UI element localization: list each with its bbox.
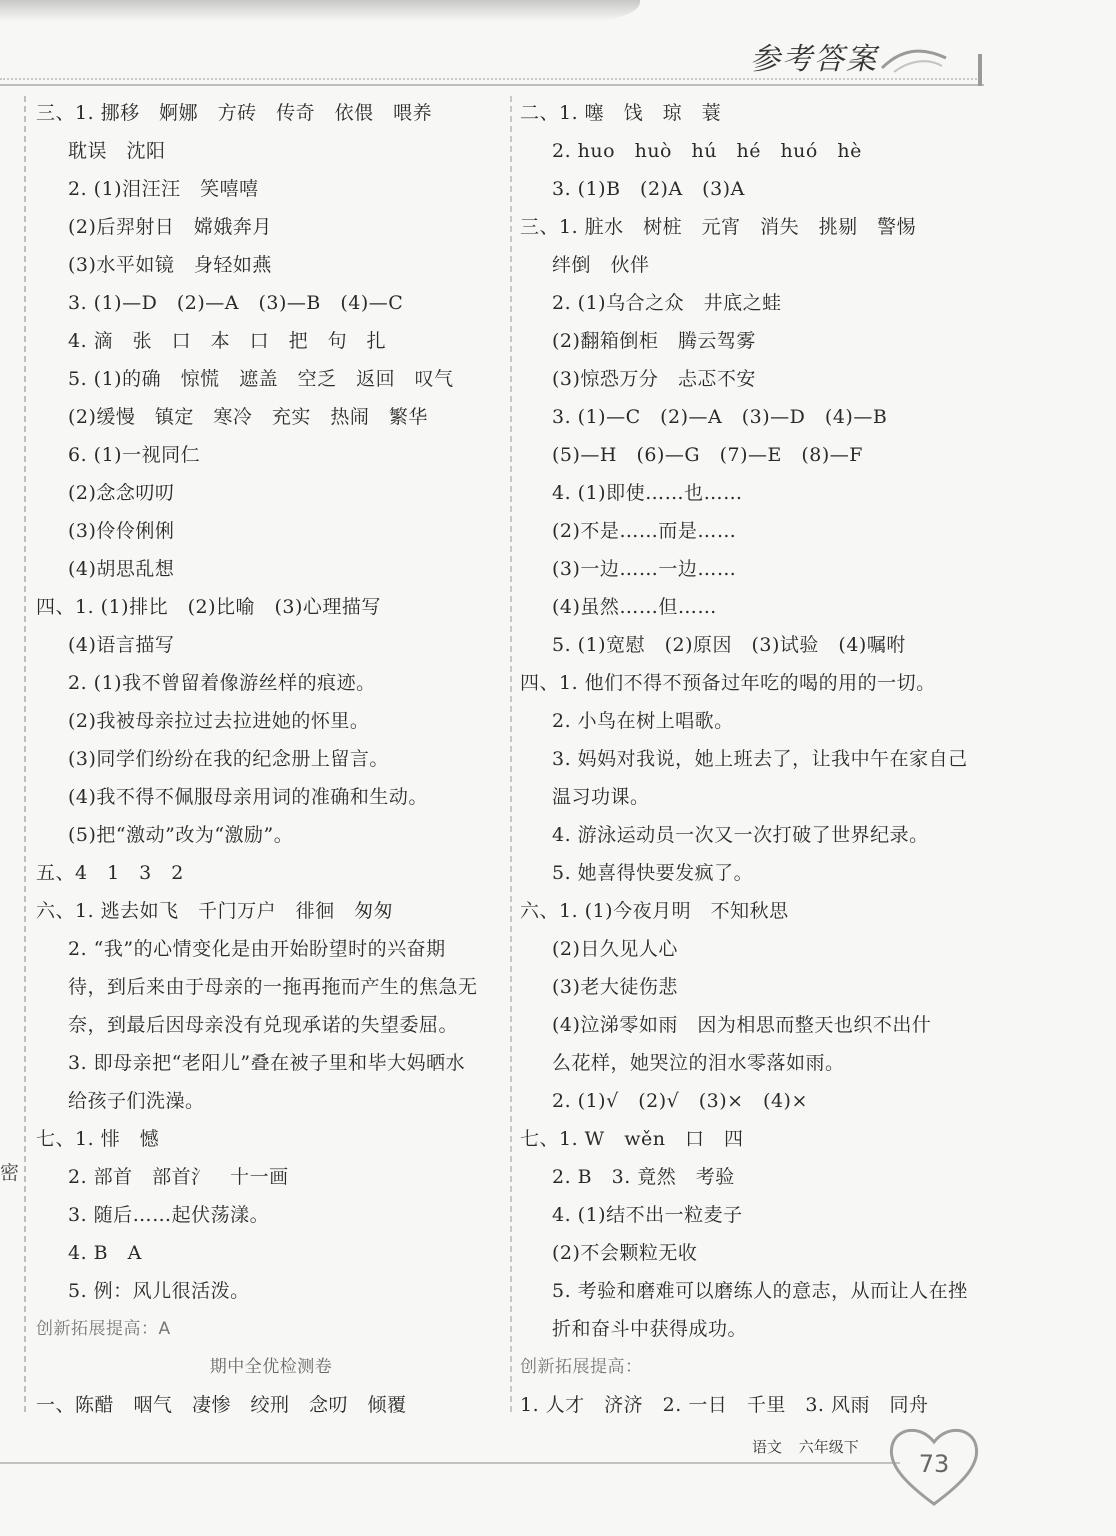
answer-line: 3. (1)—C (2)—A (3)—D (4)—B (552, 406, 888, 428)
answer-line: 4. (1)结不出一粒麦子 (552, 1204, 743, 1226)
answer-line: 2. “我”的心情变化是由开始盼望时的兴奋期 (68, 938, 446, 960)
answer-line: 一、陈醋 咽气 凄惨 绞刑 念叨 倾覆 (36, 1394, 407, 1416)
answer-line: 4. B A (68, 1242, 142, 1264)
top-decorative-stroke (0, 0, 640, 22)
answer-line: 六、1. 逃去如飞 千门万户 徘徊 匆匆 (36, 900, 394, 922)
header-rule (0, 84, 984, 86)
binding-dashed-line (24, 96, 26, 1412)
answer-line: 2. 部首 部首氵 十一画 (68, 1166, 289, 1188)
left-answer-column (36, 94, 506, 1424)
answer-line: (5)把“激动”改为“激励”。 (68, 824, 294, 846)
answer-line: 2. (1)√ (2)√ (3)× (4)× (552, 1090, 808, 1112)
answer-line: (3)水平如镜 身轻如燕 (68, 254, 272, 276)
answer-line: 3. 随后……起伏荡漾。 (68, 1204, 270, 1226)
header-dotted-line (0, 78, 980, 80)
answer-line: 2. huo huò hú hé huó hè (552, 140, 862, 162)
answer-line: 六、1. (1)今夜月明 不知秋思 (520, 900, 789, 922)
column-divider (510, 96, 512, 1412)
answer-line: 七、1. W wěn 口 四 (520, 1128, 744, 1150)
page-header-title: 参考答案 (750, 42, 878, 77)
answer-line: 折和奋斗中获得成功。 (552, 1318, 748, 1340)
answer-line: 5. (1)的确 惊慌 遮盖 空乏 返回 叹气 (68, 368, 454, 390)
footer-subject: 语文 (752, 1438, 783, 1456)
answer-line: (3)同学们纷纷在我的纪念册上留言。 (68, 748, 389, 770)
answer-line: 3. 即母亲把“老阳儿”叠在被子里和毕大妈晒水 (68, 1052, 466, 1074)
answer-line: 二、1. 噻 饯 琼 蓑 (520, 102, 722, 124)
answer-line: (2)日久见人心 (552, 938, 678, 960)
answer-line: 2. 小鸟在树上唱歌。 (552, 710, 734, 732)
answer-line: (2)不会颗粒无收 (552, 1242, 698, 1264)
answer-line: 5. 她喜得快要发疯了。 (552, 862, 754, 884)
answer-line: 奈，到最后因母亲没有兑现承诺的失望委屈。 (68, 1014, 459, 1036)
answer-line: 么花样，她哭泣的泪水零落如雨。 (552, 1052, 845, 1074)
answer-line: (2)翻箱倒柜 腾云驾雾 (552, 330, 756, 352)
answer-line: 给孩子们洗澡。 (68, 1090, 205, 1112)
answer-line: 2. B 3. 竟然 考验 (552, 1166, 735, 1188)
answer-line: 5. 例：风儿很活泼。 (68, 1280, 250, 1302)
answer-line: 4. 游泳运动员一次又一次打破了世界纪录。 (552, 824, 929, 846)
answer-line: (3)伶伶俐俐 (68, 520, 175, 542)
answer-line: (3)一边……一边…… (552, 558, 737, 580)
answer-line: 6. (1)一视同仁 (68, 444, 201, 466)
answer-line: 2. (1)泪汪汪 笑嘻嘻 (68, 178, 259, 200)
answer-line: (2)后羿射日 嫦娥奔月 (68, 216, 272, 238)
margin-mark: 密 (0, 1162, 20, 1184)
answer-line: 温习功课。 (552, 786, 650, 808)
header-rule-end (978, 54, 982, 86)
answer-line: 耽误 沈阳 (68, 140, 166, 162)
answer-line: 4. (1)即使……也…… (552, 482, 743, 504)
answer-line: (5)—H (6)—G (7)—E (8)—F (552, 444, 863, 466)
answer-line: 三、1. 脏水 树桩 元宵 消失 挑剔 警惕 (520, 216, 917, 238)
answer-line: (4)胡思乱想 (68, 558, 175, 580)
answer-line: (2)缓慢 镇定 寒冷 充实 热闹 繁华 (68, 406, 428, 428)
header-swoosh-icon (880, 40, 950, 80)
footer-rule (0, 1462, 900, 1464)
answer-line: 七、1. 悱 憾 (36, 1128, 160, 1150)
answer-line: 3. (1)B (2)A (3)A (552, 178, 745, 200)
answer-line: 5. 考验和磨难可以磨练人的意志，从而让人在挫 (552, 1280, 968, 1302)
answer-line: 4. 滴 张 口 本 口 把 句 扎 (68, 330, 387, 352)
answer-line: 3. (1)—D (2)—A (3)—B (4)—C (68, 292, 404, 314)
answer-line: (2)我被母亲拉过去拉进她的怀里。 (68, 710, 370, 732)
answer-line: 三、1. 挪移 婀娜 方砖 传奇 依偎 喂养 (36, 102, 433, 124)
answer-line: (4)泣涕零如雨 因为相思而整天也织不出什 (552, 1014, 932, 1036)
answer-line: 创新拓展提高： (520, 1357, 643, 1377)
answer-line: (4)我不得不佩服母亲用词的准确和生动。 (68, 786, 428, 808)
answer-line: 3. 妈妈对我说，她上班去了，让我中午在家自己 (552, 748, 968, 770)
right-answer-column (520, 94, 990, 1424)
answer-line: 四、1. 他们不得不预备过年吃的喝的用的一切。 (520, 672, 936, 694)
answer-line: 期中全优检测卷 (209, 1357, 333, 1377)
answer-line: 5. (1)宽慰 (2)原因 (3)试验 (4)嘱咐 (552, 634, 906, 656)
answer-line: 绊倒 伙伴 (552, 254, 650, 276)
answer-line: 2. (1)我不曾留着像游丝样的痕迹。 (68, 672, 376, 694)
answer-line: (4)语言描写 (68, 634, 175, 656)
answer-line: 五、4 1 3 2 (36, 862, 184, 884)
page-number: 73 (918, 1450, 950, 1478)
answer-line: 2. (1)乌合之众 井底之蛙 (552, 292, 782, 314)
answer-line: (2)不是……而是…… (552, 520, 737, 542)
footer-grade: 六年级下 (798, 1438, 859, 1456)
answer-line: 待，到后来由于母亲的一拖再拖而产生的焦急无 (68, 976, 478, 998)
footer-label (752, 1436, 871, 1457)
answer-line: (3)老大徒伤悲 (552, 976, 678, 998)
answer-line: (2)念念叨叨 (68, 482, 175, 504)
answer-line: 1. 人才 济济 2. 一日 千里 3. 风雨 同舟 (520, 1394, 929, 1416)
answer-line: (4)虽然……但…… (552, 596, 717, 618)
answer-line: 四、1. (1)排比 (2)比喻 (3)心理描写 (36, 596, 381, 618)
answer-line: 创新拓展提高：A (36, 1319, 171, 1339)
answer-line: (3)惊恐万分 忐忑不安 (552, 368, 756, 390)
